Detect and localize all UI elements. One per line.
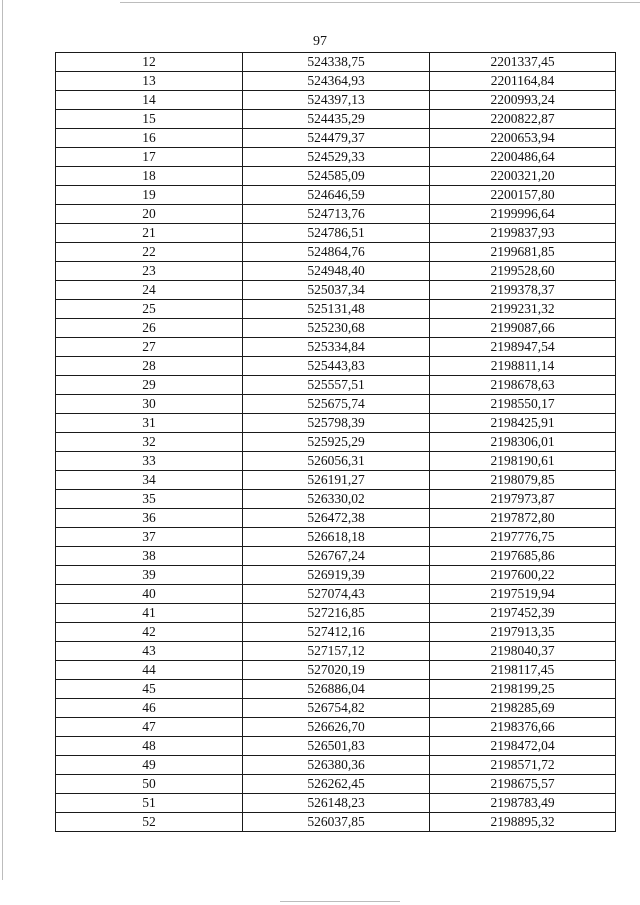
y-coordinate-cell: 2197913,35 (430, 623, 616, 642)
y-coordinate-cell: 2199681,85 (430, 243, 616, 262)
table-row (56, 490, 616, 509)
table-row (56, 718, 616, 737)
table-row (56, 547, 616, 566)
x-coordinate-cell: 525443,83 (243, 357, 430, 376)
point-number-cell: 40 (56, 585, 243, 604)
point-number-cell: 49 (56, 756, 243, 775)
y-coordinate-cell: 2200321,20 (430, 167, 616, 186)
y-coordinate-cell: 2198079,85 (430, 471, 616, 490)
point-number-cell: 24 (56, 281, 243, 300)
x-coordinate-cell: 524529,33 (243, 148, 430, 167)
table-row (56, 72, 616, 91)
y-coordinate-cell: 2200993,24 (430, 91, 616, 110)
x-coordinate-cell: 524364,93 (243, 72, 430, 91)
y-coordinate-cell: 2198306,01 (430, 433, 616, 452)
point-number-cell: 50 (56, 775, 243, 794)
x-coordinate-cell: 524786,51 (243, 224, 430, 243)
x-coordinate-cell: 525925,29 (243, 433, 430, 452)
point-number-cell: 29 (56, 376, 243, 395)
y-coordinate-cell: 2199378,37 (430, 281, 616, 300)
coordinates-table (55, 52, 616, 832)
x-coordinate-cell: 524338,75 (243, 53, 430, 72)
y-coordinate-cell: 2200157,80 (430, 186, 616, 205)
scan-edge-bottom (280, 901, 400, 902)
point-number-cell: 23 (56, 262, 243, 281)
point-number-cell: 19 (56, 186, 243, 205)
y-coordinate-cell: 2200822,87 (430, 110, 616, 129)
y-coordinate-cell: 2197452,39 (430, 604, 616, 623)
table-row (56, 395, 616, 414)
table-row (56, 566, 616, 585)
table-row (56, 794, 616, 813)
point-number-cell: 13 (56, 72, 243, 91)
y-coordinate-cell: 2198550,17 (430, 395, 616, 414)
x-coordinate-cell: 526380,36 (243, 756, 430, 775)
x-coordinate-cell: 525334,84 (243, 338, 430, 357)
point-number-cell: 42 (56, 623, 243, 642)
x-coordinate-cell: 526618,18 (243, 528, 430, 547)
y-coordinate-cell: 2197600,22 (430, 566, 616, 585)
x-coordinate-cell: 525131,48 (243, 300, 430, 319)
table-row (56, 775, 616, 794)
x-coordinate-cell: 527157,12 (243, 642, 430, 661)
point-number-cell: 52 (56, 813, 243, 832)
y-coordinate-cell: 2200486,64 (430, 148, 616, 167)
y-coordinate-cell: 2198472,04 (430, 737, 616, 756)
point-number-cell: 27 (56, 338, 243, 357)
table-row (56, 604, 616, 623)
point-number-cell: 36 (56, 509, 243, 528)
table-row (56, 680, 616, 699)
x-coordinate-cell: 527074,43 (243, 585, 430, 604)
table-row (56, 53, 616, 72)
point-number-cell: 14 (56, 91, 243, 110)
y-coordinate-cell: 2198675,57 (430, 775, 616, 794)
x-coordinate-cell: 524397,13 (243, 91, 430, 110)
table-row (56, 585, 616, 604)
table-row (56, 813, 616, 832)
point-number-cell: 28 (56, 357, 243, 376)
x-coordinate-cell: 527020,19 (243, 661, 430, 680)
x-coordinate-cell: 524864,76 (243, 243, 430, 262)
x-coordinate-cell: 526472,38 (243, 509, 430, 528)
point-number-cell: 51 (56, 794, 243, 813)
x-coordinate-cell: 525230,68 (243, 319, 430, 338)
table-row (56, 756, 616, 775)
x-coordinate-cell: 526626,70 (243, 718, 430, 737)
point-number-cell: 18 (56, 167, 243, 186)
x-coordinate-cell: 526919,39 (243, 566, 430, 585)
point-number-cell: 48 (56, 737, 243, 756)
table-row (56, 737, 616, 756)
y-coordinate-cell: 2199087,66 (430, 319, 616, 338)
table-row (56, 623, 616, 642)
y-coordinate-cell: 2198199,25 (430, 680, 616, 699)
point-number-cell: 15 (56, 110, 243, 129)
table-row (56, 281, 616, 300)
point-number-cell: 16 (56, 129, 243, 148)
x-coordinate-cell: 526191,27 (243, 471, 430, 490)
point-number-cell: 25 (56, 300, 243, 319)
x-coordinate-cell: 526886,04 (243, 680, 430, 699)
y-coordinate-cell: 2198040,37 (430, 642, 616, 661)
y-coordinate-cell: 2199996,64 (430, 205, 616, 224)
scan-edge-top (120, 2, 640, 3)
x-coordinate-cell: 525037,34 (243, 281, 430, 300)
point-number-cell: 20 (56, 205, 243, 224)
point-number-cell: 21 (56, 224, 243, 243)
table-row (56, 376, 616, 395)
x-coordinate-cell: 524948,40 (243, 262, 430, 281)
y-coordinate-cell: 2198376,66 (430, 718, 616, 737)
y-coordinate-cell: 2199837,93 (430, 224, 616, 243)
x-coordinate-cell: 525798,39 (243, 414, 430, 433)
point-number-cell: 47 (56, 718, 243, 737)
y-coordinate-cell: 2199528,60 (430, 262, 616, 281)
table-row (56, 129, 616, 148)
table-row (56, 110, 616, 129)
table-row (56, 528, 616, 547)
table-row (56, 319, 616, 338)
x-coordinate-cell: 526330,02 (243, 490, 430, 509)
y-coordinate-cell: 2199231,32 (430, 300, 616, 319)
y-coordinate-cell: 2198895,32 (430, 813, 616, 832)
x-coordinate-cell: 526767,24 (243, 547, 430, 566)
x-coordinate-cell: 526501,83 (243, 737, 430, 756)
table-row (56, 262, 616, 281)
x-coordinate-cell: 524585,09 (243, 167, 430, 186)
point-number-cell: 44 (56, 661, 243, 680)
x-coordinate-cell: 526754,82 (243, 699, 430, 718)
y-coordinate-cell: 2198285,69 (430, 699, 616, 718)
y-coordinate-cell: 2198571,72 (430, 756, 616, 775)
table-row (56, 509, 616, 528)
point-number-cell: 46 (56, 699, 243, 718)
point-number-cell: 45 (56, 680, 243, 699)
point-number-cell: 41 (56, 604, 243, 623)
table-row (56, 224, 616, 243)
table-row (56, 186, 616, 205)
point-number-cell: 39 (56, 566, 243, 585)
point-number-cell: 33 (56, 452, 243, 471)
table-row (56, 300, 616, 319)
table-row (56, 205, 616, 224)
y-coordinate-cell: 2198425,91 (430, 414, 616, 433)
y-coordinate-cell: 2197776,75 (430, 528, 616, 547)
point-number-cell: 12 (56, 53, 243, 72)
y-coordinate-cell: 2197973,87 (430, 490, 616, 509)
table-row (56, 91, 616, 110)
y-coordinate-cell: 2201164,84 (430, 72, 616, 91)
point-number-cell: 32 (56, 433, 243, 452)
table-row (56, 471, 616, 490)
x-coordinate-cell: 525557,51 (243, 376, 430, 395)
y-coordinate-cell: 2198190,61 (430, 452, 616, 471)
y-coordinate-cell: 2197685,86 (430, 547, 616, 566)
table-row (56, 243, 616, 262)
table-row (56, 433, 616, 452)
x-coordinate-cell: 526262,45 (243, 775, 430, 794)
y-coordinate-cell: 2198678,63 (430, 376, 616, 395)
point-number-cell: 34 (56, 471, 243, 490)
x-coordinate-cell: 524479,37 (243, 129, 430, 148)
point-number-cell: 43 (56, 642, 243, 661)
table-row (56, 148, 616, 167)
y-coordinate-cell: 2198947,54 (430, 338, 616, 357)
point-number-cell: 38 (56, 547, 243, 566)
x-coordinate-cell: 526037,85 (243, 813, 430, 832)
y-coordinate-cell: 2201337,45 (430, 53, 616, 72)
point-number-cell: 26 (56, 319, 243, 338)
table-row (56, 661, 616, 680)
table-row (56, 167, 616, 186)
point-number-cell: 17 (56, 148, 243, 167)
x-coordinate-cell: 524646,59 (243, 186, 430, 205)
coordinates-table-body (56, 53, 616, 832)
page-number: 97 (313, 34, 327, 49)
table-row (56, 452, 616, 471)
point-number-cell: 35 (56, 490, 243, 509)
y-coordinate-cell: 2198811,14 (430, 357, 616, 376)
scan-edge-left (2, 0, 3, 880)
y-coordinate-cell: 2198783,49 (430, 794, 616, 813)
table-row (56, 414, 616, 433)
x-coordinate-cell: 525675,74 (243, 395, 430, 414)
table-row (56, 699, 616, 718)
point-number-cell: 31 (56, 414, 243, 433)
x-coordinate-cell: 524435,29 (243, 110, 430, 129)
y-coordinate-cell: 2197519,94 (430, 585, 616, 604)
x-coordinate-cell: 524713,76 (243, 205, 430, 224)
point-number-cell: 30 (56, 395, 243, 414)
y-coordinate-cell: 2197872,80 (430, 509, 616, 528)
x-coordinate-cell: 527216,85 (243, 604, 430, 623)
x-coordinate-cell: 526148,23 (243, 794, 430, 813)
point-number-cell: 22 (56, 243, 243, 262)
point-number-cell: 37 (56, 528, 243, 547)
table-row (56, 338, 616, 357)
x-coordinate-cell: 527412,16 (243, 623, 430, 642)
y-coordinate-cell: 2198117,45 (430, 661, 616, 680)
table-row (56, 357, 616, 376)
x-coordinate-cell: 526056,31 (243, 452, 430, 471)
table-row (56, 642, 616, 661)
y-coordinate-cell: 2200653,94 (430, 129, 616, 148)
